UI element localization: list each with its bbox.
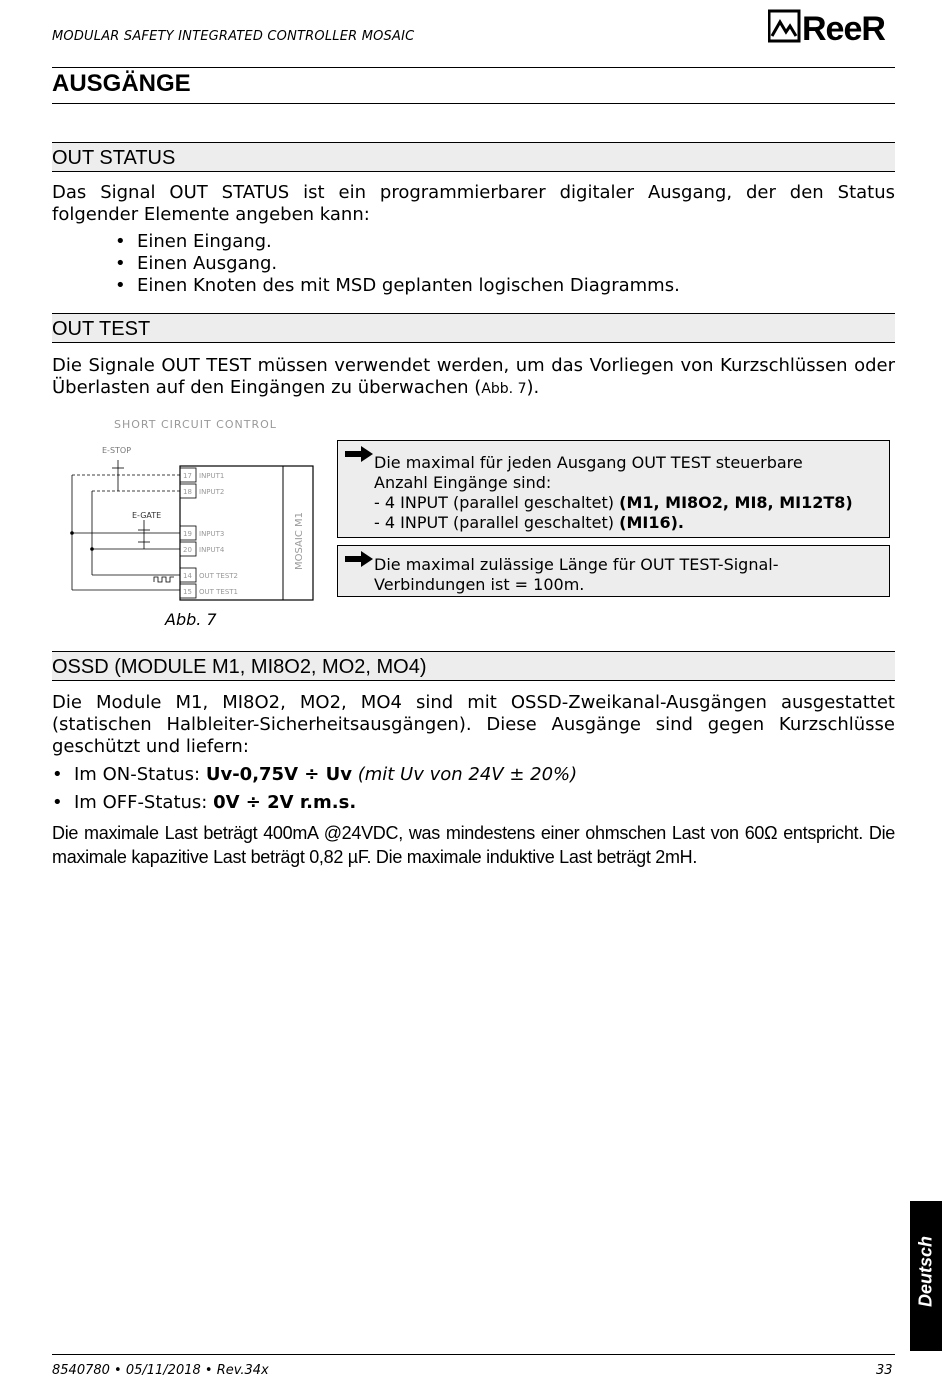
svg-text:20: 20 [183,546,192,554]
svg-text:ReeR: ReeR [802,10,885,44]
svg-text:INPUT4: INPUT4 [199,546,225,554]
list-item: • Im OFF-Status: 0V ÷ 2V r.m.s. [52,792,357,813]
footer-doc-info: 8540780 • 05/11/2018 • Rev.34x [52,1363,269,1378]
out-test-text: Die Signale OUT TEST müssen verwendet werden, um das Vorliegen von Kurzschlüssen oder Überlasten auf den Eingängen zu überwachen (Abb. 7). [52,355,895,398]
list-item: • Einen Ausgang. [115,253,278,274]
page-number: 33 [876,1363,893,1378]
diagram-title: SHORT CIRCUIT CONTROL [114,418,277,431]
footer-rule [52,1354,895,1355]
svg-text:15: 15 [183,588,192,596]
svg-text:OUT TEST1: OUT TEST1 [199,588,239,596]
language-tab-label: Deutsch [915,1236,936,1308]
title-rule [52,103,895,104]
svg-text:19: 19 [183,530,192,538]
list-item: • Im ON-Status: Uv-0,75V ÷ Uv (mit Uv von 24V ± 20%) [52,764,578,785]
svg-text:INPUT1: INPUT1 [199,472,225,480]
arrow-right-icon [344,446,374,462]
svg-text:14: 14 [183,572,192,580]
reer-logo [768,8,894,44]
list-item: • Einen Eingang. [115,231,272,252]
page-title: AUSGÄNGE [52,70,191,97]
out-status-intro: Das Signal OUT STATUS ist ein programmierbarer digitaler Ausgang, der den Status folgender Elemente angeben kann: [52,182,895,225]
header-rule [52,67,895,68]
svg-text:OUT TEST2: OUT TEST2 [199,572,239,580]
svg-text:INPUT2: INPUT2 [199,488,225,496]
svg-text:18: 18 [183,488,192,496]
figure-reference: Abb. 7 [481,381,527,397]
section-heading-text: OUT STATUS [52,147,176,169]
svg-text:17: 17 [183,472,192,480]
document-header-title: MODULAR SAFETY INTEGRATED CONTROLLER MOSAIC [52,29,415,44]
ossd-load-text: Die maximale Last beträgt 400mA @24VDC, was mindestens einer ohmschen Last von 60Ω entspricht. Die maximale kapazitive Last beträgt 0,82 µF. Die maximale induktive Last beträgt 2mH. [52,823,895,867]
note-box-max-length: Die maximal zulässige Länge für OUT TEST-Signal- Verbindungen ist = 100m. [337,545,890,597]
section-heading-out-test [52,313,895,343]
list-item: • Einen Knoten des mit MSD geplanten logischen Diagramms. [115,275,680,296]
short-circuit-diagram [68,410,328,610]
arrow-right-icon [344,551,374,567]
egate-label: E-GATE [132,511,162,520]
section-heading-ossd [52,651,895,681]
svg-text:INPUT3: INPUT3 [199,530,225,538]
figure-caption: Abb. 7 [165,610,217,629]
note-box-max-inputs: Die maximal für jeden Ausgang OUT TEST steuerbare Anzahl Eingänge sind: - 4 INPUT (parallel geschaltet) (M1, MI8O2, MI8, MI12T8) - 4 INPUT (parallel geschaltet) (MI16). [337,440,890,538]
section-heading-text: OSSD (MODULE M1, MI8O2, MO2, MO4) [52,656,427,678]
section-heading-out-status [52,142,895,172]
ossd-intro: Die Module M1, MI8O2, MO2, MO4 sind mit OSSD-Zweikanal-Ausgängen ausgestattet (statischen Halbleiter-Sicherheitsausgängen). Diese Ausgänge sind gegen Kurzschlüsse geschützt und liefern: [52,692,895,757]
module-label: MOSAIC M1 [294,512,305,570]
language-tab [910,1201,942,1351]
section-heading-text: OUT TEST [52,318,151,340]
estop-label: E-STOP [102,446,132,455]
